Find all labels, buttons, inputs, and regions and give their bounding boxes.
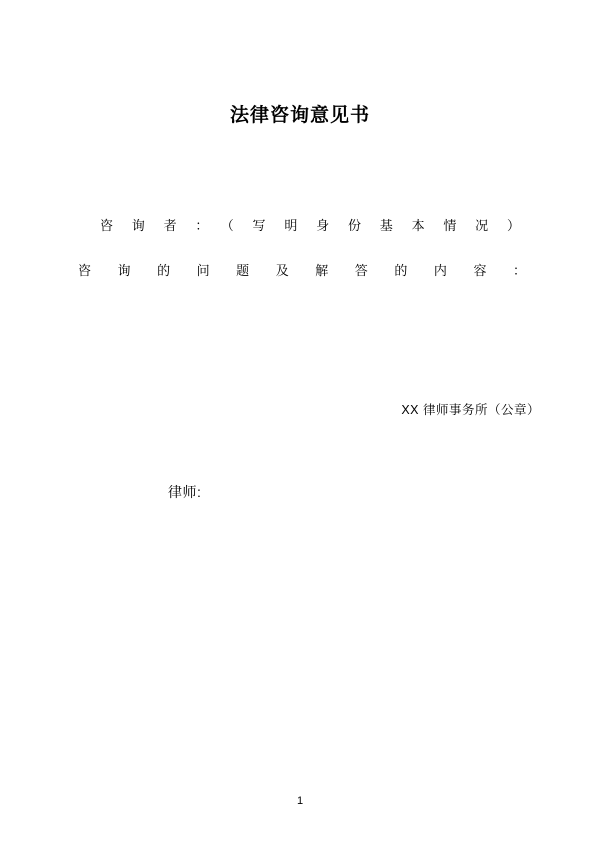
- lawyer-signature-label: 律师:: [168, 484, 202, 500]
- page-number: 1: [296, 795, 304, 807]
- consultation-content-line: 咨询的问题及解答的内容：: [78, 263, 526, 278]
- law-firm-seal-text: XX 律师事务所（公章）: [401, 403, 540, 417]
- document-title: 法律咨询意见书: [229, 105, 370, 126]
- consultant-info-line: 咨询者：（写明身份基本情况）: [100, 218, 520, 233]
